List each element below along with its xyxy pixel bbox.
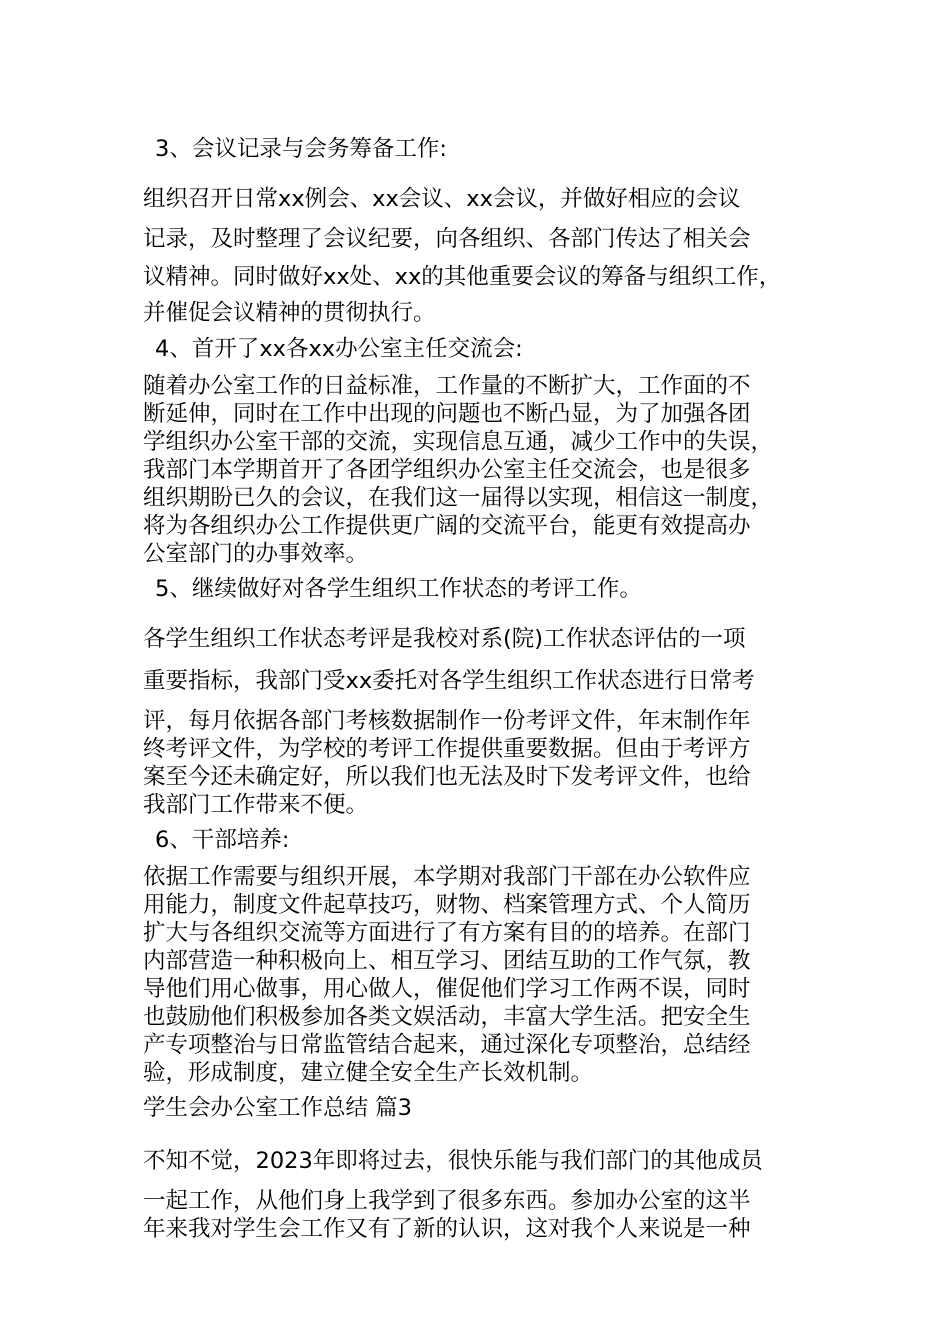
paragraph-line: 不知不觉，2023年即将过去，很快乐能与我们部门的其他成员 (143, 1148, 763, 1174)
paragraph-line: 一起工作，从他们身上我学到了很多东西。参加办公室的这半 (143, 1188, 751, 1214)
paragraph-line: 断延伸，同时在工作中出现的问题也不断凸显，为了加强各团 (143, 401, 751, 427)
paragraph-line: 内部营造一种积极向上、相互学习、团结互助的工作气氛，教 (143, 948, 751, 974)
paragraph-line: 组织期盼已久的会议，在我们这一届得以实现，相信这一制度， (143, 485, 774, 511)
section-title-part3: 学生会办公室工作总结 篇3 (143, 1095, 412, 1121)
paragraph-line: 并催促会议精神的贯彻执行。 (143, 300, 436, 326)
paragraph-line: 用能力，制度文件起草技巧，财物、档案管理方式、个人简历 (143, 892, 751, 918)
paragraph-line: 学组织办公室干部的交流，实现信息互通，减少工作中的失误， (143, 429, 774, 455)
paragraph-line: 依据工作需要与组织开展，本学期对我部门干部在办公软件应 (143, 864, 751, 890)
paragraph-line: 我部门本学期首开了各团学组织办公室主任交流会，也是很多 (143, 457, 751, 483)
heading-evaluation: 5、继续做好对各学生组织工作状态的考评工作。 (155, 576, 642, 602)
heading-director-meeting: 4、首开了xx各xx办公室主任交流会: (155, 336, 523, 362)
paragraph-line: 也鼓励他们积极参加各类文娱活动，丰富大学生活。把安全生 (143, 1004, 751, 1030)
paragraph-line: 公室部门的办事效率。 (143, 541, 369, 567)
paragraph-line: 导他们用心做事，用心做人，催促他们学习工作两不误，同时 (143, 976, 751, 1002)
paragraph-line: 扩大与各组织交流等方面进行了有方案有目的的培养。在部门 (143, 920, 751, 946)
paragraph-line: 重要指标，我部门受xx委托对各学生组织工作状态进行日常考 (143, 668, 755, 694)
paragraph-line: 产专项整治与日常监管结合起来，通过深化专项整治，总结经 (143, 1032, 751, 1058)
paragraph-line: 议精神。同时做好xx处、xx的其他重要会议的筹备与组织工作， (143, 264, 782, 290)
paragraph-line: 验，形成制度，建立健全安全生产长效机制。 (143, 1060, 594, 1086)
heading-meeting-records: 3、会议记录与会务筹备工作: (155, 136, 447, 162)
paragraph-line: 案至今还未确定好，所以我们也无法及时下发考评文件，也给 (143, 764, 751, 790)
paragraph-line: 记录，及时整理了会议纪要，向各组织、各部门传达了相关会 (143, 226, 751, 252)
paragraph-line: 各学生组织工作状态考评是我校对系(院)工作状态评估的一项 (143, 626, 746, 652)
paragraph-line: 组织召开日常xx例会、xx会议、xx会议，并做好相应的会议 (143, 186, 741, 212)
paragraph-line: 年来我对学生会工作又有了新的认识，这对我个人来说是一种 (143, 1216, 751, 1242)
paragraph-line: 随着办公室工作的日益标准，工作量的不断扩大，工作面的不 (143, 373, 751, 399)
paragraph-line: 评，每月依据各部门考核数据制作一份考评文件，年末制作年 (143, 708, 751, 734)
paragraph-line: 我部门工作带来不便。 (143, 792, 369, 818)
paragraph-line: 将为各组织办公工作提供更广阔的交流平台，能更有效提高办 (143, 513, 751, 539)
heading-cadre-training: 6、干部培养: (155, 827, 290, 853)
paragraph-line: 终考评文件，为学校的考评工作提供重要数据。但由于考评方 (143, 736, 751, 762)
